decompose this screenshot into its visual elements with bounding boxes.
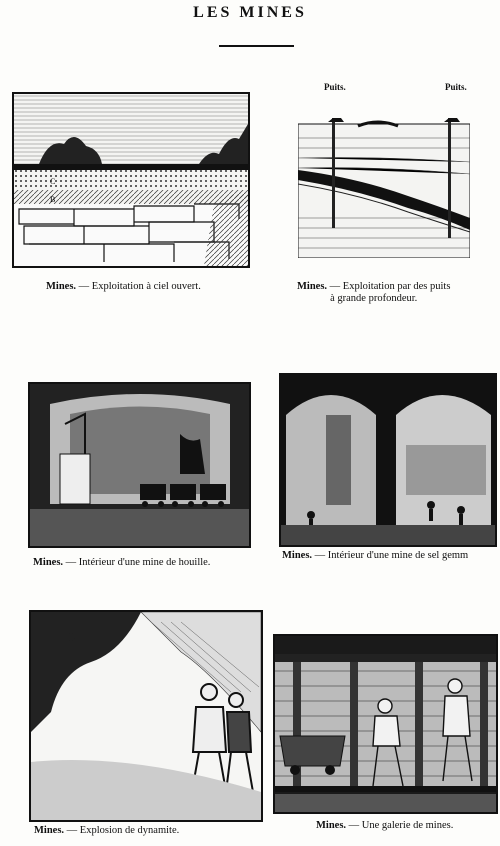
label-c: C <box>50 177 56 186</box>
caption-dynamite: Mines. — Explosion de dynamite. <box>34 825 180 836</box>
caption-open-pit: Mines. — Exploitation à ciel ouvert. <box>46 281 201 292</box>
caption-gallery: Mines. — Une galerie de mines. <box>316 820 454 831</box>
illustration-dynamite-explosion <box>29 610 263 822</box>
caption-coal-mine: Mines. — Intérieur d'une mine de houille. <box>33 557 211 568</box>
label-puits-right: Puits. <box>445 82 467 92</box>
title-underline <box>219 45 294 47</box>
illustration-mine-gallery <box>273 634 498 814</box>
illustration-salt-mine-interior <box>279 373 497 547</box>
caption-salt-mine: Mines. — Intérieur d'une mine de sel gemm <box>282 550 469 561</box>
illustration-coal-mine-interior <box>28 382 251 548</box>
label-b: B <box>50 195 56 204</box>
label-puits-left: Puits. <box>324 82 346 92</box>
caption-deep-shafts: Mines. — Exploitation par des puits à grande profondeur. <box>297 281 451 304</box>
illustration-open-pit-mine <box>12 92 250 268</box>
illustration-deep-shaft-mine <box>298 118 470 258</box>
page-title: LES MINES <box>193 4 307 21</box>
